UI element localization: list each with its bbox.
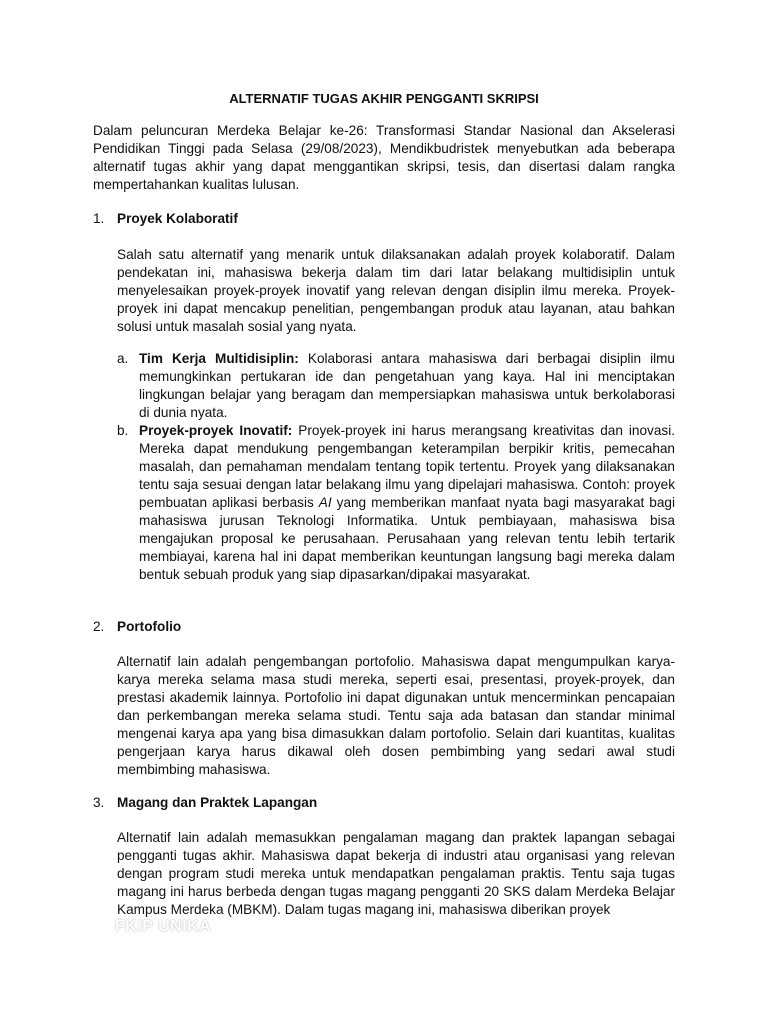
watermark: FKIP UNIKA [115,918,212,935]
list-item-letter: a. [117,351,129,366]
document-title: ALTERNATIF TUGAS AKHIR PENGGANTI SKRIPSI [229,91,539,106]
section-heading-proyek-kolaboratif [93,210,238,228]
list-item-text: Proyek-proyek ini harus merangsang kreativitas dan inovasi. Mereka dapat mendukung pengembangan keterampilan berpikir kritis, pemecahan masalah, dan pemahaman mendalam tentang topik tertentu. Proyek yang dilaksanakan tentu saja sesuai dengan latar belakang ilmu yang dipelajari mahasiswa. Contoh: proyek pembuatan aplikasi berbasis [139,423,675,510]
section-body-magang: Alternatif lain adalah memasukkan pengalaman magang dan praktek lapangan sebagai pengganti tugas akhir. Mahasiswa dapat bekerja di industri atau organisasi yang relevan dengan program studi mereka untuk mendapatkan pengalaman praktis. Tentu saja tugas magang ini harus berbeda dengan tugas magang pengganti 20 SKS dalam Merdeka Belajar Kampus Merdeka (MBKM). Dalam tugas magang ini, mahasiswa diberikan proyek [117,830,675,917]
list-item-term: Tim Kerja Multidisiplin: [139,351,299,366]
list-item [117,422,675,584]
section-title: Portofolio [117,619,182,634]
list-item-emphasis: AI [318,495,332,510]
section-title: Proyek Kolaboratif [117,211,238,226]
section-heading-magang [93,794,317,812]
intro-paragraph: Dalam peluncuran Merdeka Belajar ke-26: Transformasi Standar Nasional dan Akselerasi Pendidikan Tinggi pada Selasa (29/08/2023), Mendikbudristek menyebutkan ada beberapa alternatif tugas akhir yang dapat menggantikan skripsi, tesis, dan disertasi dalam rangka mempertahankan kualitas lulusan. [93,123,675,192]
section-number: 3. [93,795,105,810]
section-number: 1. [93,211,105,226]
section-body-portofolio: Alternatif lain adalah pengembangan portofolio. Mahasiswa dapat mengumpulkan karya-karya mereka selama masa studi mereka, seperti esai, presentasi, proyek-proyek, dan prestasi akademik lainnya. Portofolio ini dapat digunakan untuk mencerminkan pencapaian dan perkembangan mereka selama studi. Tentu saja ada batasan dan standar minimal mengenai karya apa yang bisa dimasukkan dalam portofolio. Selain dari kuantitas, kualitas pengerjaan karya harus dikawal oleh dosen pembimbing yang sedari awal studi membimbing mahasiswa. [117,654,675,777]
list-item-term: Proyek-proyek Inovatif: [139,423,293,438]
section-title: Magang dan Praktek Lapangan [117,795,318,810]
list-item-text: Kolaborasi antara mahasiswa dari berbagai disiplin ilmu memungkinkan pertukaran ide dan pengetahuan yang kaya. Hal ini menciptakan lingkungan belajar yang beragam dan mempersiapkan mahasiswa untuk berkolaborasi di dunia nyata. [139,351,675,420]
list-item-text: yang memberikan manfaat nyata bagi masyarakat bagi mahasiswa jurusan Teknologi Informatika. Untuk pembiayaan, mahasiswa bisa mengajukan proposal ke perusahaan. Perusahaan yang relevan tentu lebih tertarik membiayai, karena hal ini dapat memberikan keuntungan langsung bagi mereka dalam bentuk sebuah produk yang siap dipasarkan/dipakai masyarakat. [139,495,676,582]
list-item [117,350,675,422]
list-item-letter: b. [117,423,129,438]
section-number: 2. [93,619,105,634]
sub-list-proyek-kolaboratif [117,350,675,584]
section-body-proyek-kolaboratif: Salah satu alternatif yang menarik untuk dilaksanakan adalah proyek kolaboratif. Dalam pendekatan ini, mahasiswa bekerja dalam tim dari latar belakang multidisiplin untuk menyelesaikan proyek-proyek inovatif yang relevan dengan disiplin ilmu mereka. Proyek-proyek ini dapat mencakup penelitian, pengembangan produk atau layanan, atau bahkan solusi untuk masalah sosial yang nyata. [117,247,675,334]
section-heading-portofolio [93,618,181,636]
